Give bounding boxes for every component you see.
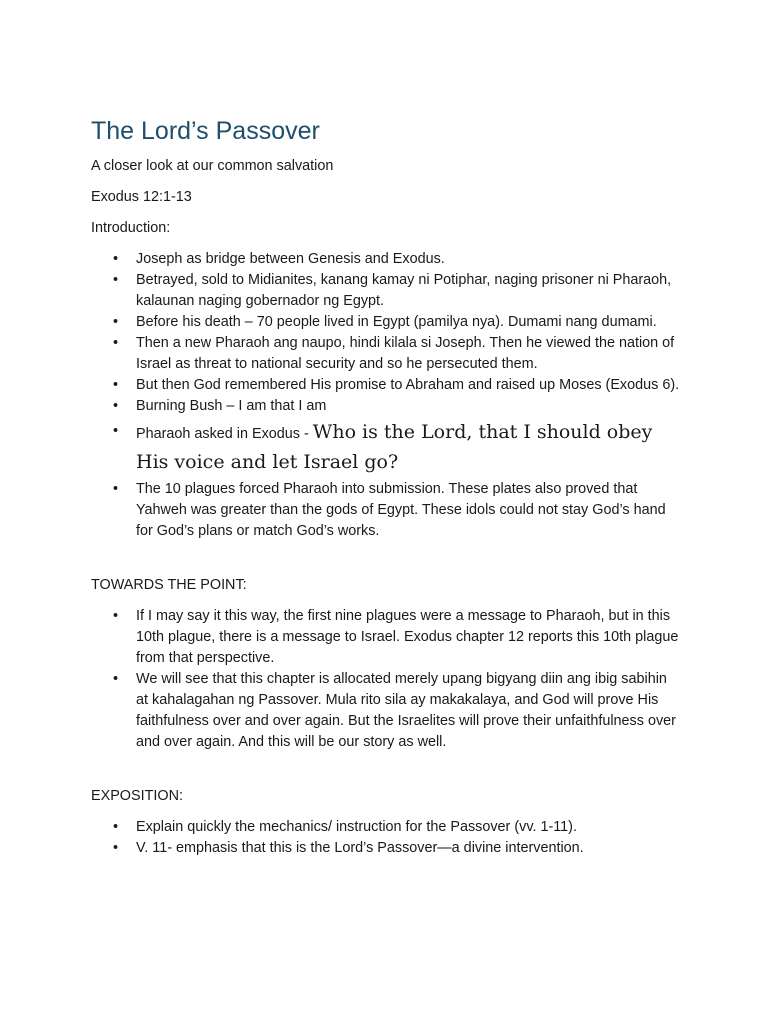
towards-the-point-label: TOWARDS THE POINT: bbox=[91, 577, 247, 593]
list-item: • We will see that this chapter is allocated merely upang bigyang diin ang ibig sabihin at kahalagahan ng Passover. Mula rito sila ay makakalaya, and God will prove His faithfulness over and over again. But the Israelites will prove their unfaithfulness over and over again. And this will be our story as well. bbox=[91, 669, 681, 753]
exposition-list bbox=[91, 817, 681, 859]
quote-lead-text: Pharaoh asked in Exodus - bbox=[136, 426, 313, 442]
list-item: • V. 11- emphasis that this is the Lord’s Passover—a divine intervention. bbox=[91, 838, 681, 859]
list-item: • Joseph as bridge between Genesis and Exodus. bbox=[91, 249, 681, 270]
scripture-reference: Exodus 12:1-13 bbox=[91, 189, 192, 205]
list-item: • Betrayed, sold to Midianites, kanang kamay ni Potiphar, naging prisoner ni Pharaoh, kalaunan naging gobernador ng Egypt. bbox=[91, 270, 681, 312]
list-item: • Then a new Pharaoh ang naupo, hindi kilala si Joseph. Then he viewed the nation of Israel as threat to national security and so he persecuted them. bbox=[91, 333, 681, 375]
document-title: The Lord’s Passover bbox=[91, 117, 320, 145]
list-item: • Burning Bush – I am that I am bbox=[91, 396, 681, 417]
list-item-quote bbox=[91, 417, 681, 477]
exposition-label: EXPOSITION: bbox=[91, 788, 183, 804]
towards-the-point-list bbox=[91, 606, 681, 753]
introduction-list bbox=[91, 249, 681, 542]
list-item: • The 10 plagues forced Pharaoh into submission. These plates also proved that Yahweh was greater than the gods of Egypt. These idols could not stay God’s hand for God’s plans or match God’s works. bbox=[91, 479, 681, 542]
document-subtitle: A closer look at our common salvation bbox=[91, 158, 334, 174]
document-body bbox=[91, 114, 681, 859]
introduction-label: Introduction: bbox=[91, 220, 171, 236]
list-item: • But then God remembered His promise to Abraham and raised up Moses (Exodus 6). bbox=[91, 375, 681, 396]
list-item: • If I may say it this way, the first nine plagues were a message to Pharaoh, but in this 10th plague, there is a message to Israel. Exodus chapter 12 reports this 10th plague from that perspective. bbox=[91, 606, 681, 669]
scripture-quote: Who is the Lord, that I should obey His voice and let Israel go? bbox=[136, 421, 653, 473]
list-item: • Explain quickly the mechanics/ instruction for the Passover (vv. 1-11). bbox=[91, 817, 681, 838]
list-item: • Before his death – 70 people lived in Egypt (pamilya nya). Dumami nang dumami. bbox=[91, 312, 681, 333]
